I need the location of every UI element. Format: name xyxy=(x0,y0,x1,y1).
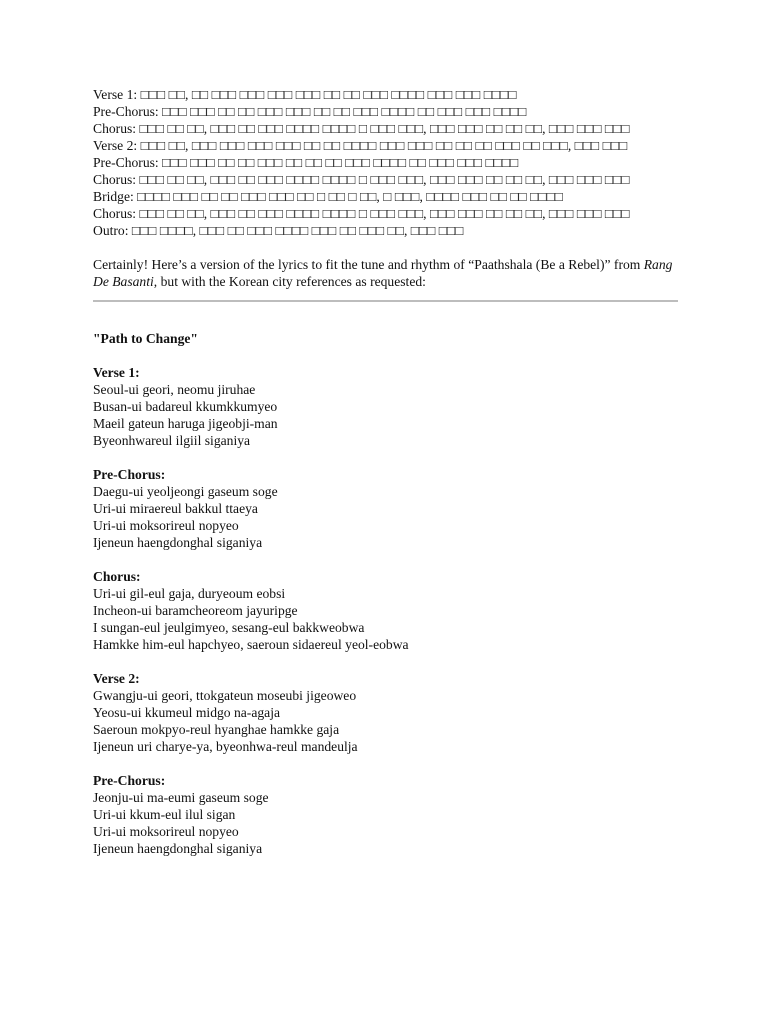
section-label: Verse 2: xyxy=(93,671,140,686)
section-chorus xyxy=(93,568,678,653)
summary-line: Bridge: □□□□ □□□ □□ □□ □□□ □□□ □□ □ □□ □ □□, □ □□□, □□□□ □□□ □□ □□ □□□□ xyxy=(93,189,564,204)
lyric-line: Uri-ui moksorireul nopyeo xyxy=(93,824,239,839)
intro-paragraph xyxy=(93,256,678,290)
summary-line: Chorus: □□□ □□ □□, □□□ □□ □□□ □□□□ □□□□ □ □□□ □□□, □□□ □□□ □□ □□ □□, □□□ □□□ □□□ xyxy=(93,121,630,136)
section-pre-chorus-1 xyxy=(93,466,678,551)
lyric-line: Ijeneun haengdonghal siganiya xyxy=(93,841,263,856)
film-title: Rang De Basanti xyxy=(93,257,673,289)
summary-line: Pre-Chorus: □□□ □□□ □□ □□ □□□ □□ □□ □□ □□□ □□□□ □□ □□□ □□□ □□□□ xyxy=(93,155,519,170)
lyric-line: Saeroun mokpyo-reul hyanghae hamkke gaja xyxy=(93,722,340,737)
lyric-line: Hamkke him-eul hapchyeo, saeroun sidaereul yeol-eobwa xyxy=(93,637,409,652)
lyric-line: Maeil gateun haruga jigeobji-man xyxy=(93,416,278,431)
lyric-line: Uri-ui miraereul bakkul ttaeya xyxy=(93,501,258,516)
summary-line: Chorus: □□□ □□ □□, □□□ □□ □□□ □□□□ □□□□ □ □□□ □□□, □□□ □□□ □□ □□ □□, □□□ □□□ □□□ xyxy=(93,206,630,221)
lyric-line: Incheon-ui baramcheoreom jayuripge xyxy=(93,603,298,618)
section-label: Chorus: xyxy=(93,569,141,584)
horizontal-divider xyxy=(93,300,678,302)
summary-line: Verse 2: □□□ □□, □□□ □□□ □□□ □□□ □□ □□ □□□□ □□□ □□□ □□ □□ □□ □□□ □□ □□□, □□□ □□□ xyxy=(93,138,628,153)
section-label: Verse 1: xyxy=(93,365,140,380)
intro-text: Certainly! Here’s a version of the lyrics to fit the tune and rhythm of “Paathshala (Be a Rebel)” from xyxy=(93,257,644,272)
summary-line: Chorus: □□□ □□ □□, □□□ □□ □□□ □□□□ □□□□ □ □□□ □□□, □□□ □□□ □□ □□ □□, □□□ □□□ □□□ xyxy=(93,172,630,187)
lyric-line: Gwangju-ui geori, ttokgateun moseubi jigeoweo xyxy=(93,688,357,703)
document-body xyxy=(93,86,678,857)
section-label: Pre-Chorus: xyxy=(93,773,166,788)
section-verse-1 xyxy=(93,364,678,449)
intro-text-end: , but with the Korean city references as requested: xyxy=(153,274,426,289)
korean-summary xyxy=(93,86,678,239)
lyric-line: Seoul-ui geori, neomu jiruhae xyxy=(93,382,256,397)
lyric-line: Uri-ui moksorireul nopyeo xyxy=(93,518,239,533)
lyric-line: Jeonju-ui ma-eumi gaseum soge xyxy=(93,790,269,805)
section-pre-chorus-2 xyxy=(93,772,678,857)
lyric-line: Byeonhwareul ilgiil siganiya xyxy=(93,433,251,448)
lyric-line: Yeosu-ui kkumeul midgo na-agaja xyxy=(93,705,281,720)
song-title: "Path to Change" xyxy=(93,331,198,346)
lyric-line: Ijeneun haengdonghal siganiya xyxy=(93,535,263,550)
lyric-line: Uri-ui gil-eul gaja, duryeoum eobsi xyxy=(93,586,286,601)
lyric-line: Uri-ui kkum-eul ilul sigan xyxy=(93,807,236,822)
section-verse-2 xyxy=(93,670,678,755)
lyric-line: Daegu-ui yeoljeongi gaseum soge xyxy=(93,484,278,499)
summary-line: Verse 1: □□□ □□, □□ □□□ □□□ □□□ □□□ □□ □□ □□□ □□□□ □□□ □□□ □□□□ xyxy=(93,87,517,102)
lyric-line: Busan-ui badareul kkumkkumyeo xyxy=(93,399,278,414)
lyric-line: I sungan-eul jeulgimyeo, sesang-eul bakkweobwa xyxy=(93,620,365,635)
lyric-line: Ijeneun uri charye-ya, byeonhwa-reul mandeulja xyxy=(93,739,358,754)
summary-line: Pre-Chorus: □□□ □□□ □□ □□ □□□ □□□ □□ □□ □□□ □□□□ □□ □□□ □□□ □□□□ xyxy=(93,104,527,119)
summary-line: Outro: □□□ □□□□, □□□ □□ □□□ □□□□ □□□ □□ □□□ □□, □□□ □□□ xyxy=(93,223,464,238)
section-label: Pre-Chorus: xyxy=(93,467,166,482)
